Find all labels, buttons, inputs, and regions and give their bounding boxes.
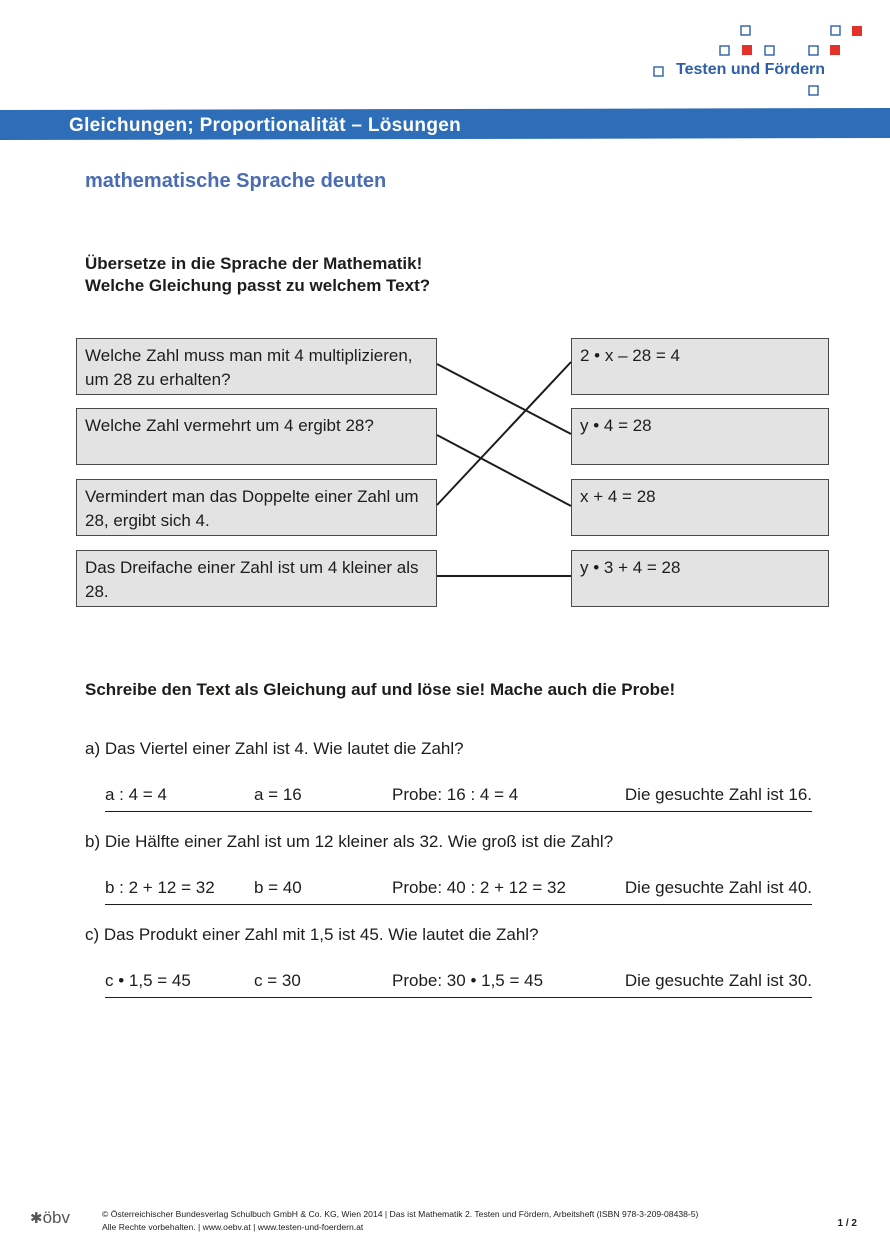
task-b-answer: Die gesuchte Zahl ist 40. bbox=[624, 878, 812, 897]
equation-box-4: y • 3 + 4 = 28 bbox=[571, 550, 829, 607]
publisher-star-icon: ✱ bbox=[30, 1210, 43, 1227]
publisher-logo: ✱öbv bbox=[30, 1208, 70, 1227]
task-a-equation: a : 4 = 4 bbox=[105, 785, 167, 804]
exercise2-instruction: Schreibe den Text als Gleichung auf und löse sie! Mache auch die Probe! bbox=[85, 680, 676, 699]
text-box-2: Welche Zahl vermehrt um 4 ergibt 28? bbox=[76, 408, 437, 465]
task-c-question: c) Das Produkt einer Zahl mit 1,5 ist 45. Wie lautet die Zahl? bbox=[85, 925, 539, 944]
text-box-3: Vermindert man das Doppelte einer Zahl um 28, ergibt sich 4. bbox=[76, 479, 437, 536]
footer-line-1: © Österreichischer Bundesverlag Schulbuch GmbH & Co. KG, Wien 2014 | Das ist Mathematik 2. Testen und Fördern, Arbeitsheft (ISBN 978-3-209-08438-5) bbox=[102, 1209, 699, 1219]
match-line-3 bbox=[437, 362, 571, 505]
text-box-4: Das Dreifache einer Zahl ist um 4 kleiner als 28. bbox=[76, 550, 437, 607]
logo-text: Testen und Fördern bbox=[676, 61, 826, 78]
task-c-answer: Die gesuchte Zahl ist 30. bbox=[624, 971, 812, 990]
text-box-1: Welche Zahl muss man mit 4 multiplizieren, um 28 zu erhalten? bbox=[76, 338, 437, 395]
task-b-check: Probe: 40 : 2 + 12 = 32 bbox=[392, 878, 566, 897]
instruction-line-2: Welche Gleichung passt zu welchem Text? bbox=[85, 276, 431, 295]
footer-text bbox=[102, 1208, 698, 1234]
equation-box-1: 2 • x – 28 = 4 bbox=[571, 338, 829, 395]
task-b-question: b) Die Hälfte einer Zahl ist um 12 kleiner als 32. Wie groß ist die Zahl? bbox=[85, 832, 614, 851]
task-a-solution: a = 16 bbox=[254, 785, 302, 804]
task-a-answer: Die gesuchte Zahl ist 16. bbox=[624, 785, 812, 804]
task-a-check: Probe: 16 : 4 = 4 bbox=[392, 785, 519, 804]
task-c-solution-row bbox=[105, 971, 812, 998]
section-heading: mathematische Sprache deuten bbox=[85, 170, 387, 192]
instruction-line-1: Übersetze in die Sprache der Mathematik! bbox=[85, 254, 423, 273]
match-line-2 bbox=[437, 435, 571, 506]
task-c-check: Probe: 30 • 1,5 = 45 bbox=[392, 971, 544, 990]
task-c-solution: c = 30 bbox=[254, 971, 301, 990]
task-b-equation: b : 2 + 12 = 32 bbox=[105, 878, 215, 897]
equation-box-2: y • 4 = 28 bbox=[571, 408, 829, 465]
logo-squares bbox=[640, 20, 870, 100]
match-line-1 bbox=[437, 364, 571, 434]
footer-line-2: Alle Rechte vorbehalten. | www.oebv.at | www.testen-und-foerdern.at bbox=[102, 1222, 364, 1232]
page-number: 1 / 2 bbox=[837, 1218, 857, 1229]
task-a-solution-row bbox=[105, 785, 812, 812]
task-a-question: a) Das Viertel einer Zahl ist 4. Wie lautet die Zahl? bbox=[85, 739, 464, 758]
page-title: Gleichungen; Proportionalität – Lösungen bbox=[69, 115, 462, 136]
task-b-solution: b = 40 bbox=[254, 878, 302, 897]
equation-box-3: x + 4 = 28 bbox=[571, 479, 829, 536]
task-c-equation: c • 1,5 = 45 bbox=[105, 971, 191, 990]
task-b-solution-row bbox=[105, 878, 812, 905]
